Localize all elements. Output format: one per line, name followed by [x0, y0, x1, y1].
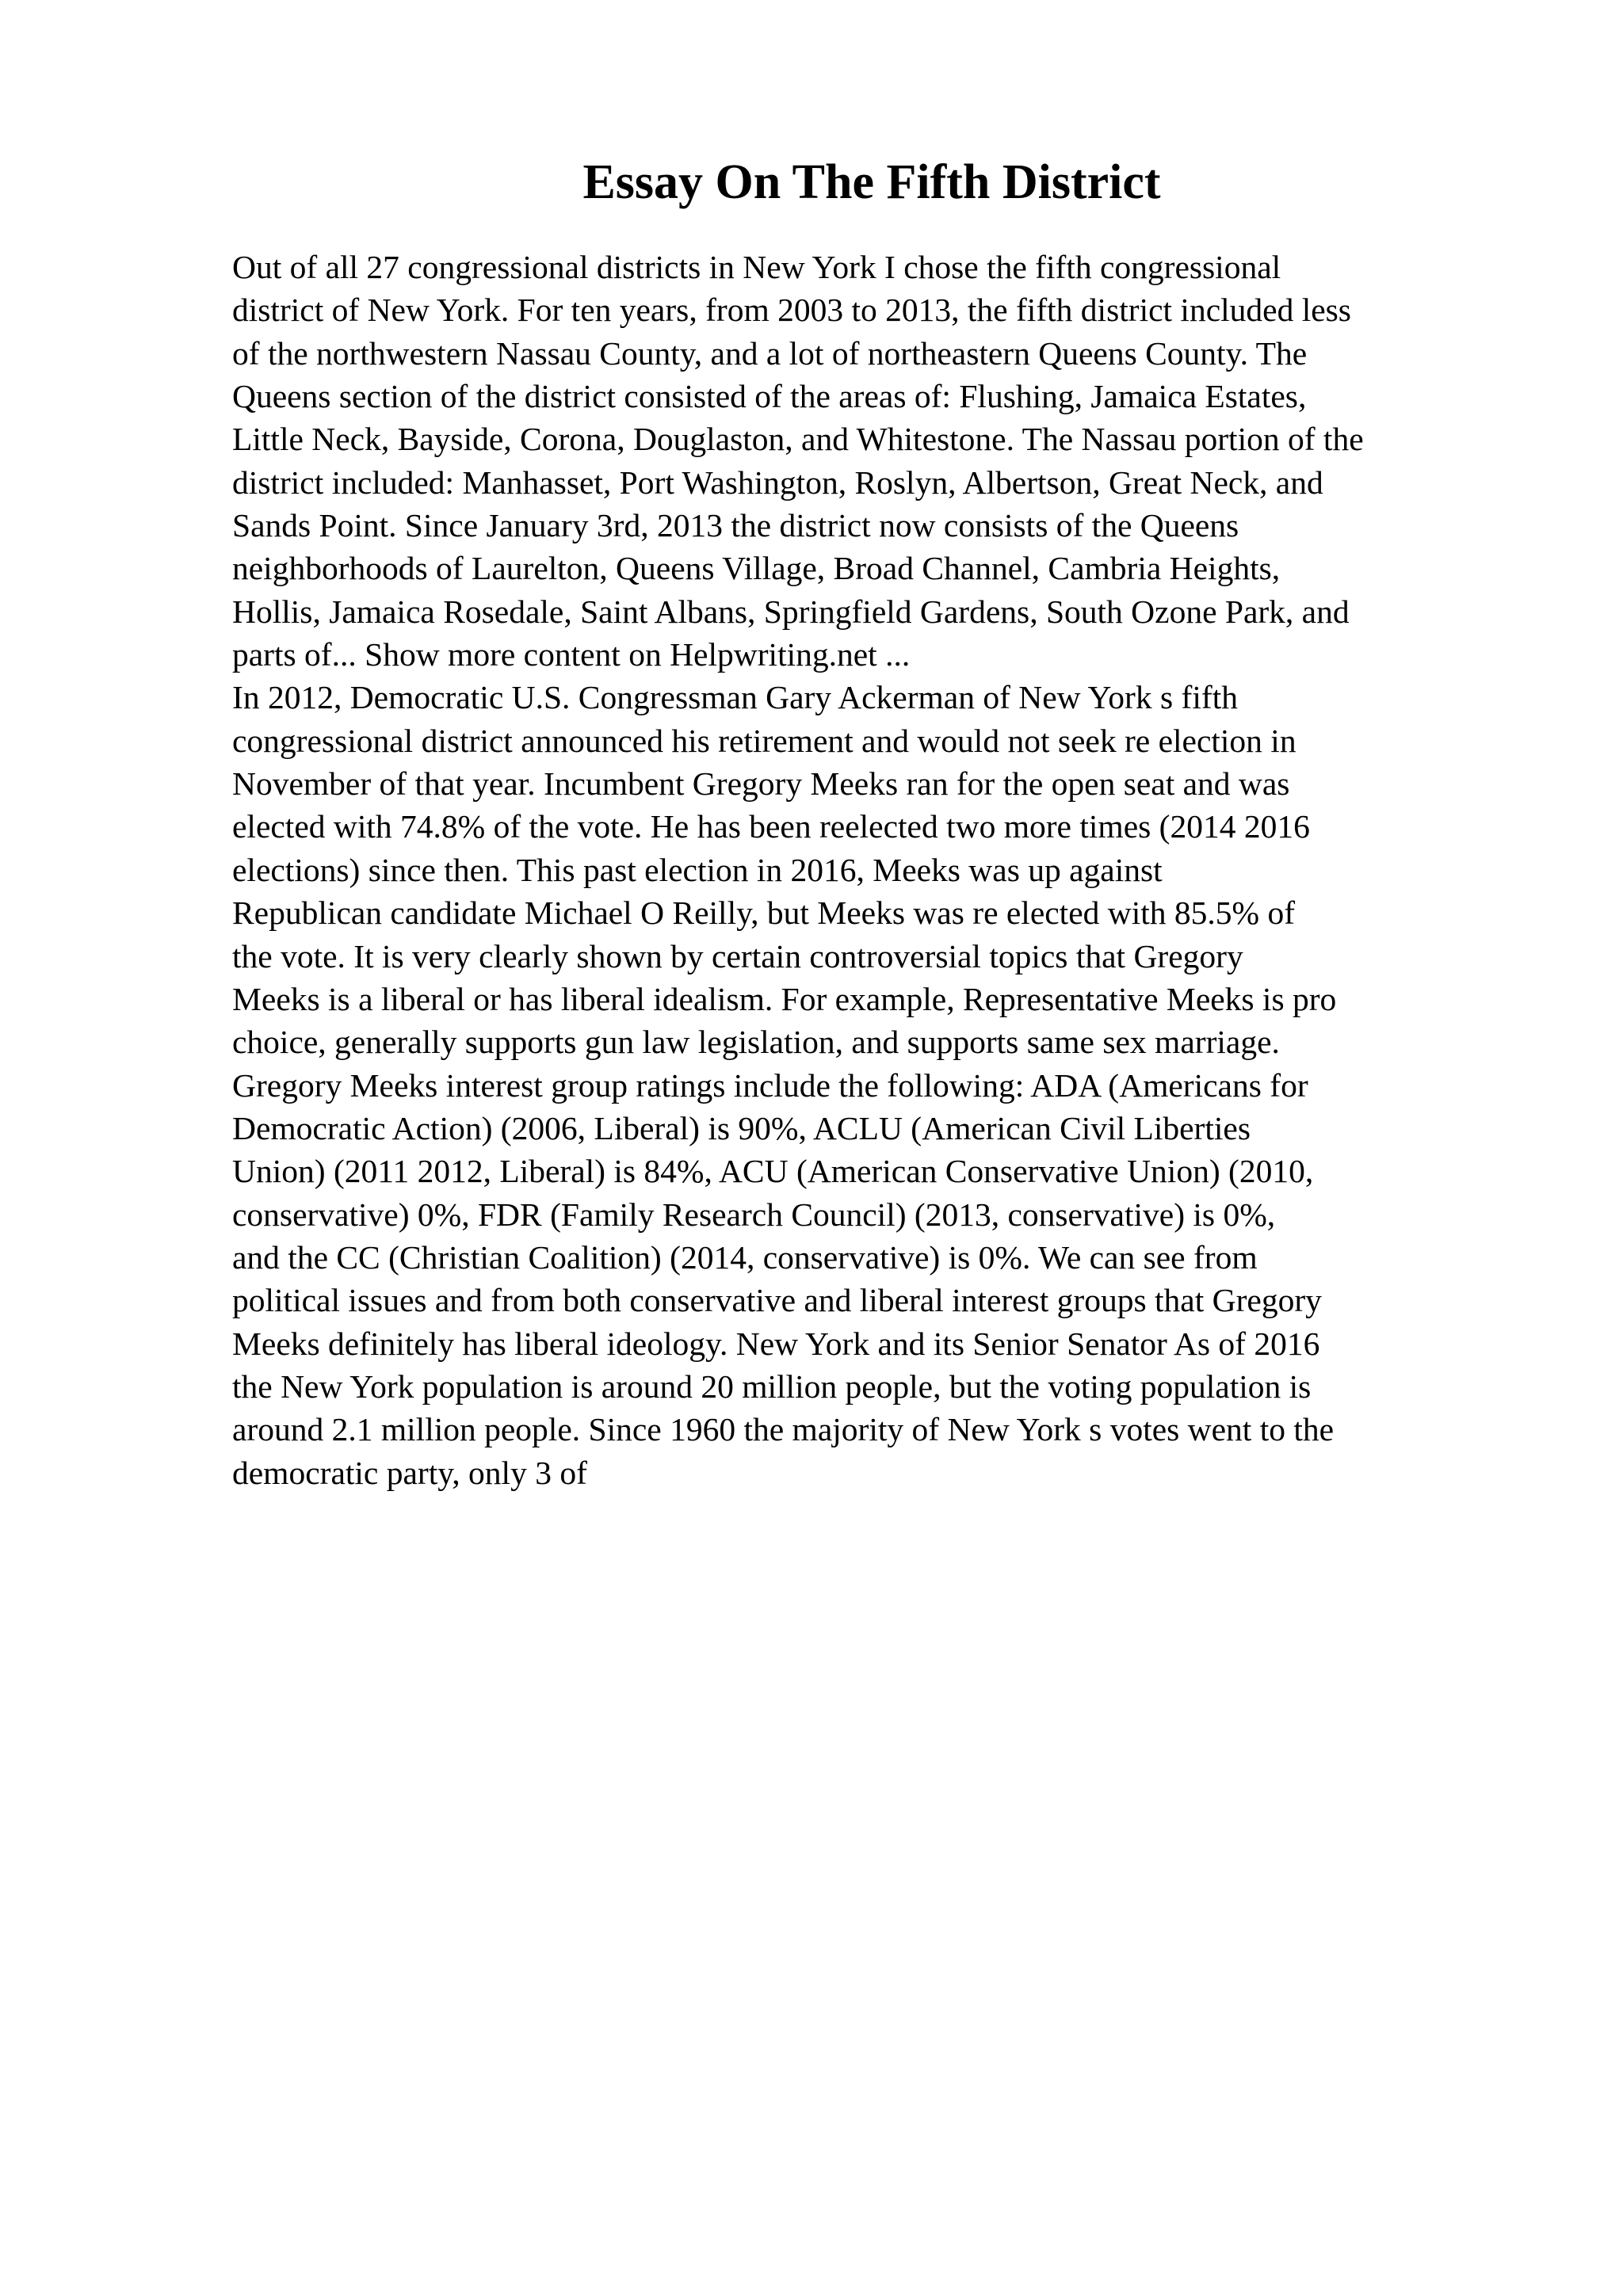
- text-line: district included: Manhasset, Port Washington, Roslyn, Albertson, Great Neck, and: [232, 463, 1323, 501]
- text-line: elections) since then. This past election in 2016, Meeks was up against: [232, 851, 1163, 888]
- text-line: Sands Point. Since January 3rd, 2013 the district now consists of the Queens: [232, 507, 1239, 544]
- text-line: choice, generally supports gun law legislation, and supports same sex marriage.: [232, 1024, 1280, 1061]
- text-line: Democratic Action) (2006, Liberal) is 90%, ACLU (American Civil Liberties: [232, 1109, 1251, 1146]
- text-line: of the northwestern Nassau County, and a lot of northeastern Queens County. The: [232, 334, 1308, 372]
- text-line: Meeks definitely has liberal ideology. New York and its Senior Senator As of 2016: [232, 1325, 1320, 1362]
- text-line: around 2.1 million people. Since 1960 the majority of New York s votes went to the: [232, 1411, 1335, 1448]
- text-line: elected with 74.8% of the vote. He has been reelected two more times (2014 2016: [232, 808, 1310, 845]
- text-line: Republican candidate Michael O Reilly, but Meeks was re elected with 85.5% of: [232, 894, 1296, 932]
- text-line: district of New York. For ten years, from 2003 to 2013, the fifth district included less: [232, 292, 1351, 329]
- text-line: conservative) 0%, FDR (Family Research Council) (2013, conservative) is 0%,: [232, 1196, 1276, 1233]
- text-line: November of that year. Incumbent Gregory Meeks ran for the open seat and was: [232, 765, 1290, 803]
- text-line: Out of all 27 congressional districts in New York I chose the fifth congressional: [232, 249, 1281, 285]
- text-line: Little Neck, Bayside, Corona, Douglaston, and Whitestone. The Nassau portion of the: [232, 421, 1364, 458]
- text-line: Union) (2011 2012, Liberal) is 84%, ACU (American Conservative Union) (2010,: [232, 1153, 1314, 1190]
- text-line: democratic party, only 3 of: [232, 1454, 587, 1491]
- text-line: congressional district announced his retirement and would not seek re election in: [232, 722, 1296, 759]
- text-line: In 2012, Democratic U.S. Congressman Gary Ackerman of New York s fifth: [232, 679, 1238, 716]
- essay-body: [232, 246, 1516, 1494]
- text-line: the New York population is around 20 million people, but the voting population is: [232, 1367, 1312, 1405]
- text-line: and the CC (Christian Coalition) (2014, conservative) is 0%. We can see from: [232, 1238, 1258, 1276]
- text-line: political issues and from both conservative and liberal interest groups that Gregory: [232, 1282, 1322, 1319]
- text-line: neighborhoods of Laurelton, Queens Village, Broad Channel, Cambria Heights,: [232, 550, 1281, 587]
- text-line: Gregory Meeks interest group ratings include the following: ADA (Americans for: [232, 1066, 1308, 1104]
- text-line: parts of... Show more content on Helpwriting.net ...: [232, 636, 911, 673]
- text-line: Hollis, Jamaica Rosedale, Saint Albans, Springfield Gardens, South Ozone Park, and: [232, 593, 1350, 630]
- text-line: Meeks is a liberal or has liberal idealism. For example, Representative Meeks is pro: [232, 980, 1337, 1017]
- text-line: the vote. It is very clearly shown by certain controversial topics that Gregory: [232, 937, 1243, 974]
- text-line: Queens section of the district consisted of the areas of: Flushing, Jamaica Estates,: [232, 378, 1307, 415]
- document-title: Essay On The Fifth District: [582, 155, 1161, 209]
